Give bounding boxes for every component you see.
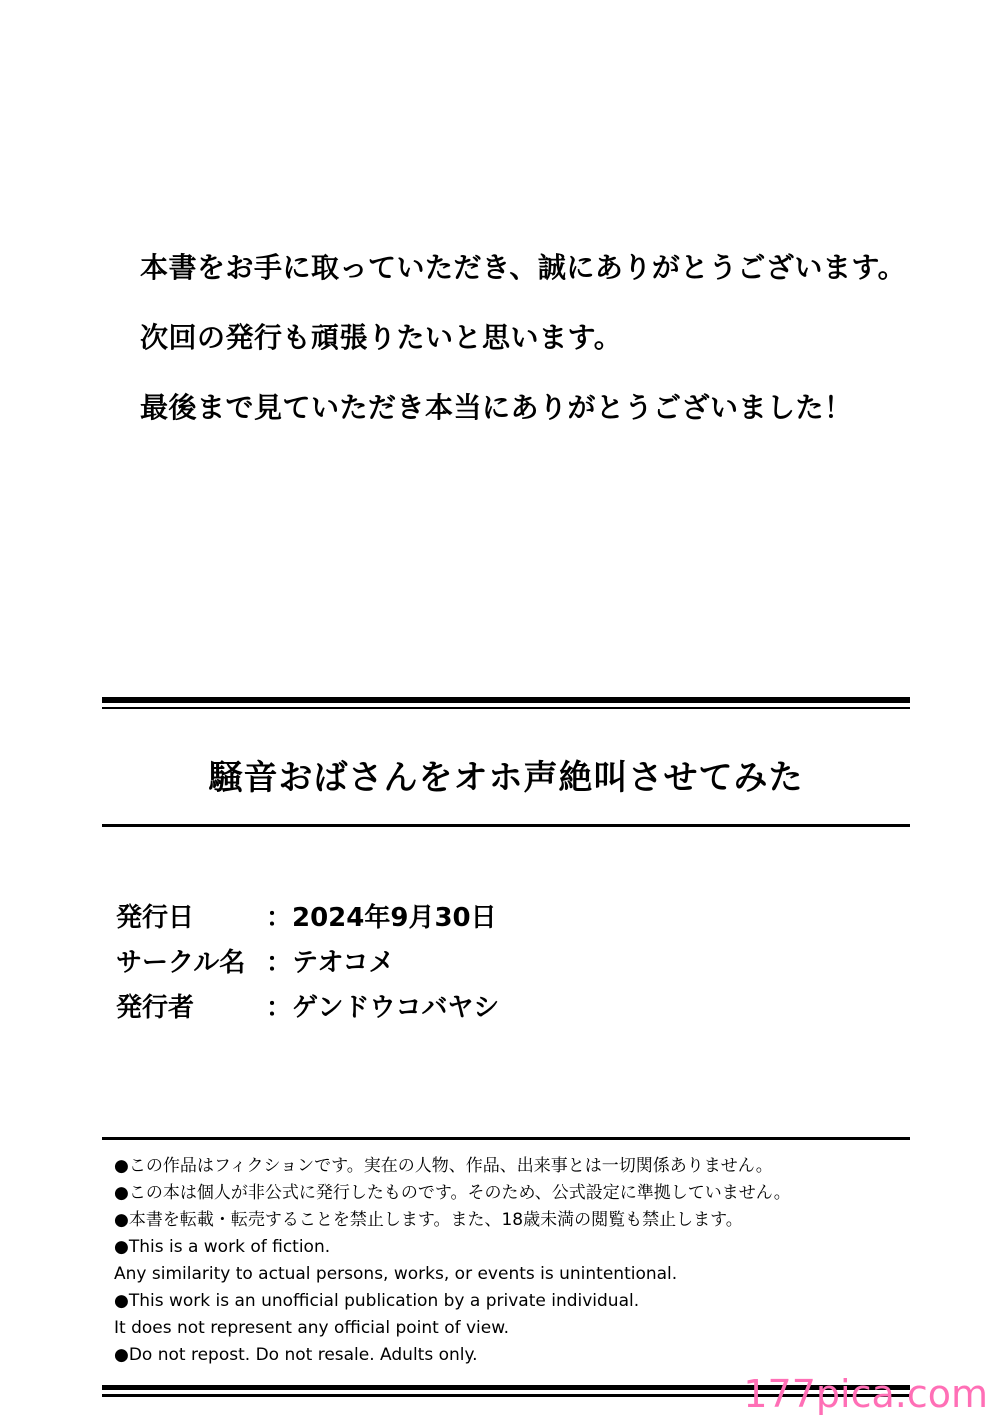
circle-name-label: サークル名 bbox=[116, 948, 246, 978]
publisher-value: ：ゲンドウコバヤシ bbox=[266, 993, 500, 1023]
greeting-line-1: 本書をお手に取っていただき、誠にありがとうございます。 bbox=[140, 251, 907, 284]
book-title: 騒音おばさんをオホ声絶叫させてみた bbox=[208, 758, 804, 798]
publish-date-value: ：2024年9月30日 bbox=[266, 903, 497, 933]
note-line-4: ●This is a work of fiction. bbox=[114, 1237, 331, 1257]
note-line-1: ●この作品はフィクションです。実在の人物、作品、出来事とは一切関係ありません。 bbox=[114, 1156, 773, 1176]
circle-name-value: ：テオコメ bbox=[266, 948, 395, 978]
title-bottom-rule bbox=[102, 824, 910, 827]
watermark-text: 177pica.com bbox=[743, 1372, 988, 1416]
note-line-6: ●This work is an unofficial publication by a private individual. bbox=[114, 1291, 640, 1311]
greeting-line-2: 次回の発行も頑張りたいと思います。 bbox=[140, 321, 623, 354]
title-top-rule-thin bbox=[102, 707, 910, 709]
note-line-5: Any similarity to actual persons, works, or events is unintentional. bbox=[114, 1264, 678, 1284]
note-line-3: ●本書を転載・転売することを禁止します。また、18歳未満の閲覧も禁止します。 bbox=[114, 1210, 743, 1230]
title-top-rule-thick bbox=[102, 697, 910, 703]
greeting-line-3: 最後まで見ていただき本当にありがとうございました！ bbox=[140, 391, 853, 424]
note-line-2: ●この本は個人が非公式に発行したものです。そのため、公式設定に準拠していません。 bbox=[114, 1183, 791, 1203]
publish-date-label: 発行日 bbox=[116, 903, 195, 933]
publisher-label: 発行者 bbox=[116, 993, 195, 1023]
notes-top-rule bbox=[102, 1137, 910, 1140]
note-line-8: ●Do not repost. Do not resale. Adults only. bbox=[114, 1345, 478, 1365]
note-line-7: It does not represent any official point of view. bbox=[114, 1318, 509, 1338]
